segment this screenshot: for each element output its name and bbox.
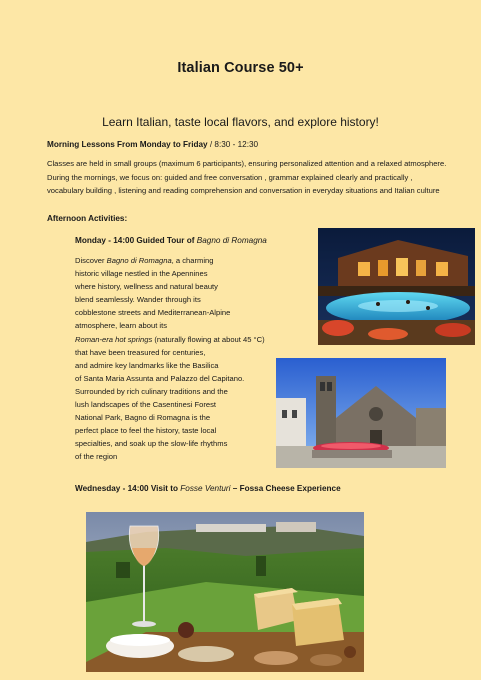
monday-line: National Park, Bagno di Romagna is the [75,413,211,423]
wednesday-activity-heading [75,484,341,493]
thermal-pool-photo [318,228,475,345]
morning-lessons-heading [47,140,258,149]
monday-line: Roman-era hot springs (naturally flowing at about 45 °C) [75,334,265,344]
monday-heading-place: Bagno di Romagna [196,236,267,245]
page-title: Italian Course 50+ [177,60,304,76]
afternoon-activities-heading: Afternoon Activities: [47,214,128,223]
cheese-and-wine-photo [86,512,364,672]
monday-heading-label: Monday - 14:00 Guided Tour of [75,236,197,245]
monday-line: atmosphere, learn about its [75,321,168,331]
monday-activity-heading [75,236,267,245]
wednesday-heading-place: Fosse Venturi [180,484,231,493]
monday-line: Discover Bagno di Romagna, a charming [75,256,214,265]
page-subtitle: Learn Italian, taste local flavors, and explore history! [102,115,379,129]
monday-line: blend seamlessly. Wander through its [75,295,201,305]
morning-heading-time: / 8:30 - 12:30 [207,140,259,149]
monday-line: lush landscapes of the Casentinesi Forest [75,400,216,410]
monday-line: that have been treasured for centuries, [75,347,206,357]
morning-heading-label: Morning Lessons From Monday to Friday [47,140,208,149]
monday-line: of Santa Maria Assunta and Palazzo del Capitano. [75,373,245,383]
monday-line: specialties, and soak up the slow-life rhythms [75,439,228,449]
monday-line: of the region [75,452,118,462]
monday-line: historic village nestled in the Apennines [75,269,208,279]
wednesday-heading-label: Wednesday - 14:00 Visit to [75,484,181,493]
monday-line: perfect place to feel the history, taste local [75,426,217,436]
monday-line: cobblestone streets and Mediterranean-Alpine [75,308,231,318]
monday-line: Surrounded by rich culinary traditions and the [75,386,228,396]
monday-line: and admire key landmarks like the Basilica [75,360,219,370]
monday-line: where history, wellness and natural beauty [75,282,218,292]
morning-lessons-description: Classes are held in small groups (maximum 6 participants), ensuring personalized attention and a relaxed atmosphere. During the mornings, we focus on: guided and free conversation , grammar explained clearly and practically , vocabulary building , listening and reading comprehension and conversation in everyday situations and Italian culture [47,159,447,196]
basilica-photo [276,358,446,468]
wednesday-heading-tail: – Fossa Cheese Experience [230,484,341,493]
